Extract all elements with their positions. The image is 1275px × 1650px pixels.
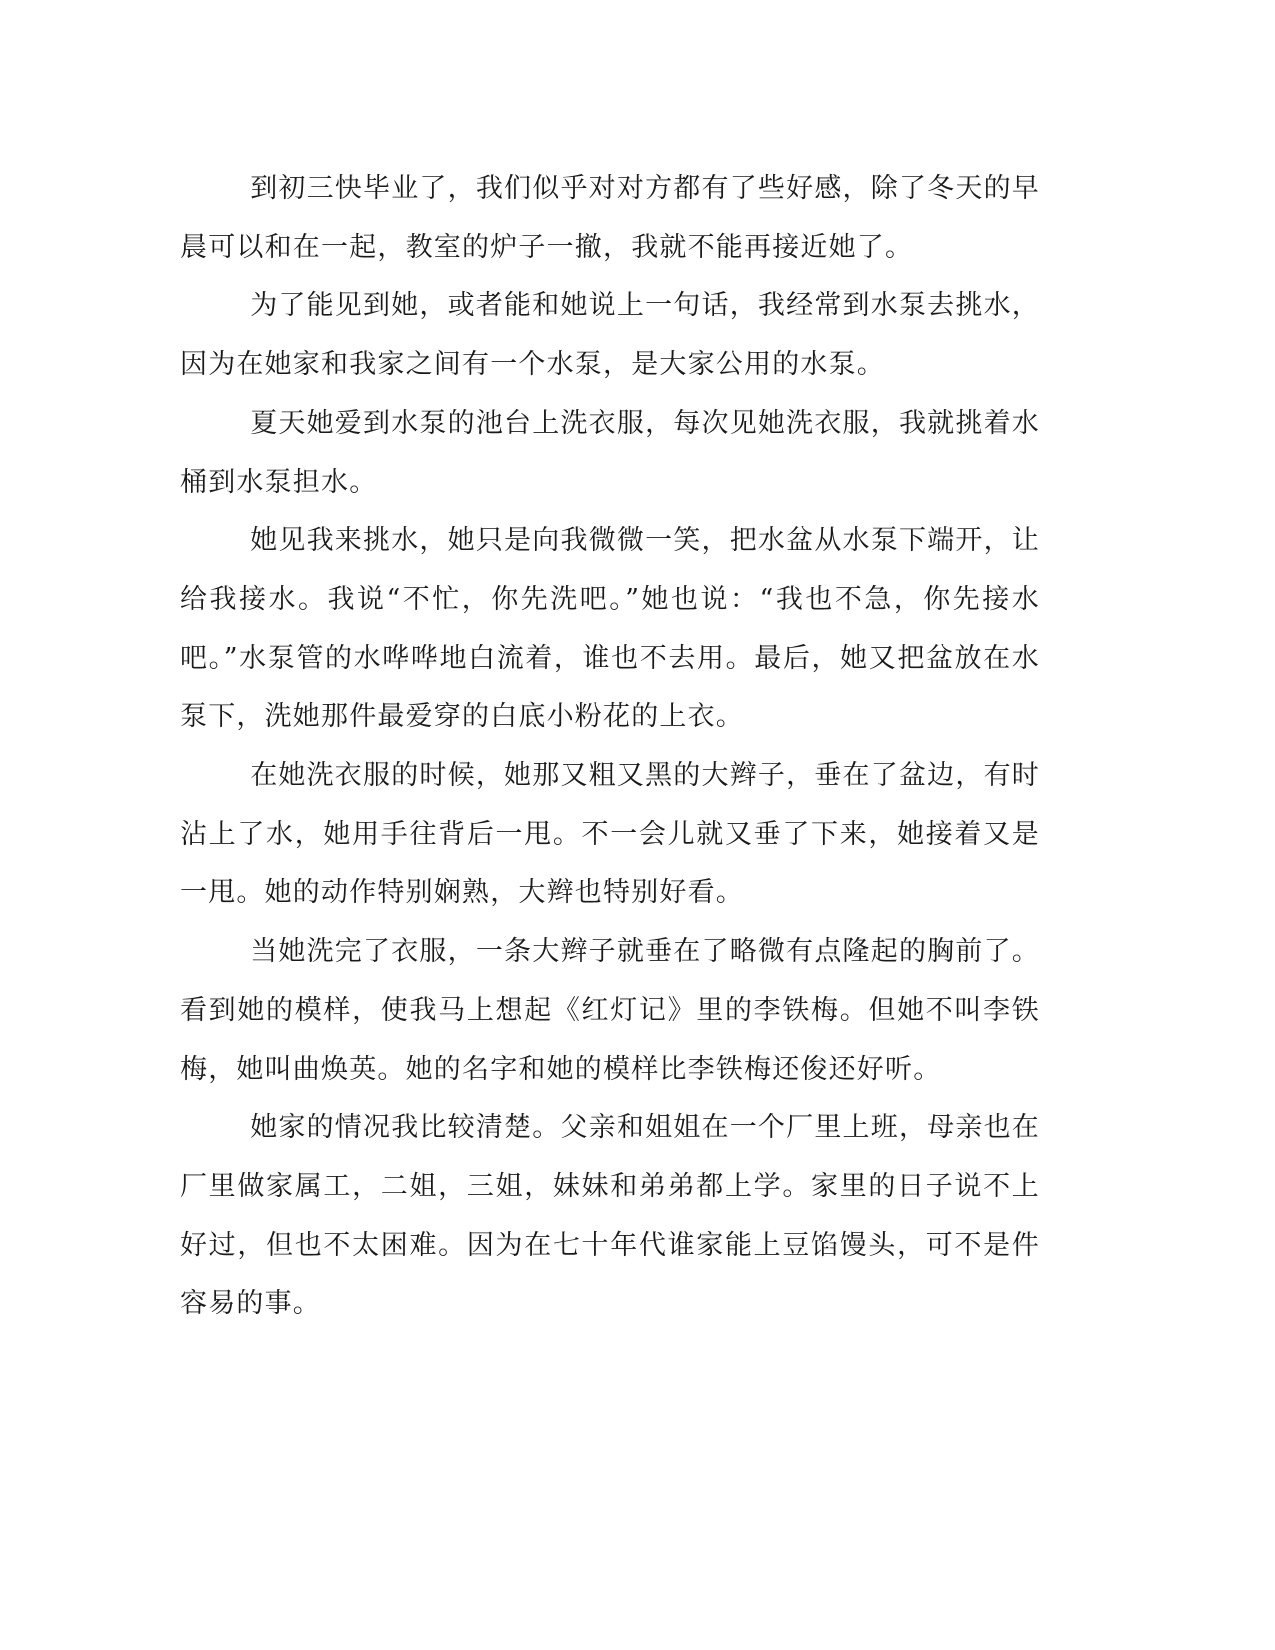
paragraph-3: 夏天她爱到水泵的池台上洗衣服，每次见她洗衣服，我就挑着水桶到水泵担水。 [180,407,1040,498]
paragraph-2: 为了能见到她，或者能和她说上一句话，我经常到水泵去挑水，因为在她家和我家之间有一个水泵，是大家公用的水泵。 [180,290,1040,381]
paragraph-6: 当她洗完了衣服，一条大辫子就垂在了略微有点隆起的胸前了。看到她的模样，使我马上想起《红灯记》里的李铁梅。但她不叫李铁梅，她叫曲焕英。她的名字和她的模样比李铁梅还俊还好听。 [180,936,1040,1085]
paragraph-7: 她家的情况我比较清楚。父亲和姐姐在一个厂里上班，母亲也在厂里做家属工，二姐，三姐，妹妹和弟弟都上学。家里的日子说不上好过，但也不太困难。因为在七十年代谁家能上豆馅馒头，可不是件容易的事。 [180,1112,1040,1320]
paragraph-5: 在她洗衣服的时候，她那又粗又黑的大辫子，垂在了盆边，有时沾上了水，她用手往背后一甩。不一会儿就又垂了下来，她接着又是一甩。她的动作特别娴熟，大辫也特别好看。 [180,760,1040,909]
document-body [180,160,1040,1334]
paragraph-4: 她见我来挑水，她只是向我微微一笑，把水盆从水泵下端开，让给我接水。我说“不忙，你先洗吧。”她也说：“我也不急，你先接水吧。”水泵管的水哗哗地白流着，谁也不去用。最后，她又把盆放在水泵下，洗她那件最爱穿的白底小粉花的上衣。 [180,525,1040,733]
paragraph-1: 到初三快毕业了，我们似乎对对方都有了些好感，除了冬天的早晨可以和在一起，教室的炉子一撤，我就不能再接近她了。 [180,173,1040,263]
